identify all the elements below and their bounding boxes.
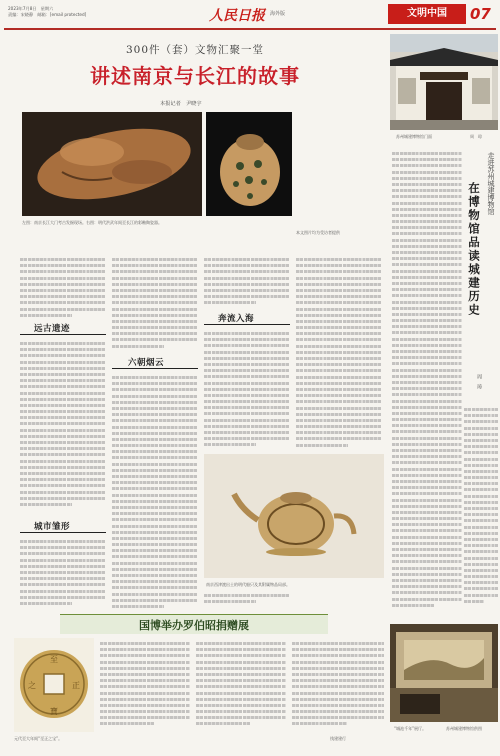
svg-text:正: 正: [72, 681, 80, 690]
banner-body-col-3: [292, 640, 384, 732]
body-column-3c: [204, 592, 290, 610]
photo-ceramic-teapot: [204, 454, 384, 578]
top-photo-caption: 左图：南京长江大门考古发掘现场。右图：明代洪武年间至长江的彩釉陶瓷器。: [22, 220, 162, 225]
masthead: [4, 4, 496, 30]
body-column-3b: [204, 330, 290, 450]
right-body-col-2: [464, 406, 498, 610]
text-line: [204, 441, 256, 447]
teapot-caption: 南京西津渡出土的明代船只及其附属物品局部。: [206, 582, 290, 587]
text-line: [204, 598, 256, 604]
top-photo-credit: 本文图片均为受访者提供: [296, 230, 340, 235]
banner-title: 国博举办罗伯昭捐赠展: [139, 619, 249, 632]
right-column: [390, 34, 498, 756]
header-editor: 责编：宋晓静 邮箱：[email protected]: [8, 12, 87, 17]
text-line: [292, 720, 347, 726]
subhead-six-dynasties: 六朝烟云: [128, 358, 165, 368]
photo-ancient-coin: [14, 638, 94, 732]
text-line: [296, 442, 348, 448]
subhead-city-prototype: 城市雏形: [34, 522, 71, 532]
photo-exhibition-hall: [390, 624, 498, 722]
subhead-rule-4: [204, 324, 290, 325]
body-column-1c: [20, 538, 106, 610]
text-line: [204, 299, 256, 305]
text-line: [392, 602, 434, 608]
body-column-4a: [296, 256, 382, 450]
banner-exhibition: [60, 614, 328, 634]
text-line: [20, 501, 72, 507]
coin-caption: 元代至大年间“至正之宝”。: [14, 736, 63, 741]
header-date: 2023年7月8日 星期六: [8, 6, 54, 11]
photo-glazed-vessel: [206, 112, 292, 216]
right-bottom-caption: “城池千年”展厅。: [394, 726, 427, 731]
svg-text:之: 之: [28, 681, 36, 690]
right-body-col-1: [392, 150, 462, 610]
text-line: [20, 600, 72, 606]
text-line: [464, 598, 484, 604]
article-byline: 本报记者 尹晓宇: [160, 101, 202, 107]
right-vertical-subtitle: 走进苏州城建博物馆: [487, 152, 495, 215]
section-label: 文明中国: [388, 4, 466, 24]
subhead-ancient-remains: 远古遗迹: [34, 324, 71, 334]
photo-artifact-fragment: [22, 112, 202, 216]
text-line: [100, 720, 154, 726]
header-meta: [8, 6, 86, 18]
banner-body-col-1: [100, 640, 190, 732]
subhead-rule-3: [112, 368, 198, 369]
newspaper-logo: 人民日报: [209, 8, 265, 24]
text-line: [112, 343, 164, 349]
right-photo-caption: 苏州城建博物馆门面: [396, 134, 432, 139]
banner-body-col-2: [196, 640, 286, 732]
newspaper-logo-sub: 海外版: [270, 11, 286, 17]
article-kicker: 300件（套）文物汇聚一堂: [125, 44, 265, 56]
body-column-1a: [20, 256, 106, 318]
right-bottom-credit: 苏州城建博物馆供图: [446, 726, 482, 731]
body-column-3a: [204, 256, 290, 310]
subhead-to-the-sea: 奔流入海: [218, 314, 255, 324]
body-column-1b: [20, 340, 106, 510]
subhead-rule-2: [20, 532, 106, 533]
text-line: [20, 312, 72, 318]
right-photo-credit: 周 琼: [470, 134, 482, 139]
coin-caption-right: 钱建建行: [330, 736, 346, 741]
page-number: 07: [470, 5, 491, 23]
body-column-2b: [112, 374, 198, 610]
photo-museum-gate: [390, 34, 498, 130]
body-column-2a: [112, 256, 198, 350]
article-headline: 讲述南京与长江的故事: [90, 64, 300, 88]
text-line: [196, 720, 250, 726]
text-line: [112, 603, 164, 609]
right-vertical-headline: 在博物馆品读城建历史: [467, 182, 481, 317]
subhead-rule-1: [20, 334, 106, 335]
svg-text:寶: 寶: [50, 707, 58, 716]
svg-text:至: 至: [50, 655, 58, 664]
right-author: 周 璋: [476, 374, 482, 389]
